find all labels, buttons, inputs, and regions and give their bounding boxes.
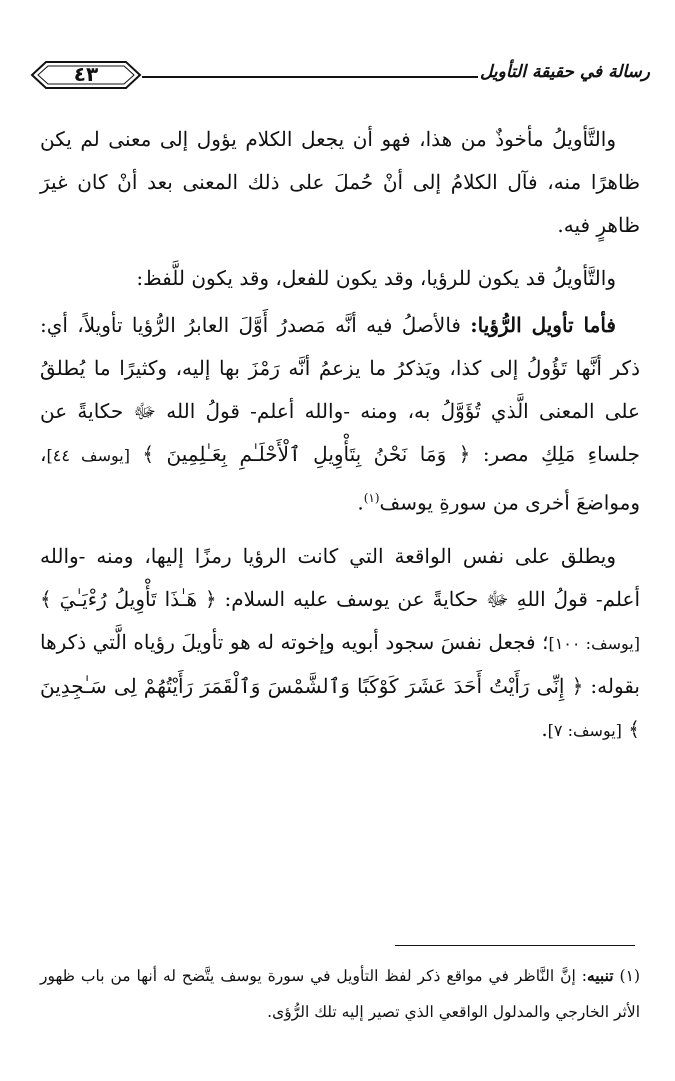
page-number-badge bbox=[30, 56, 142, 94]
paragraph-3-lead: فأما تأويل الرُّؤيا: bbox=[470, 313, 616, 337]
verse-reference-1: [يوسف ٤٤] bbox=[46, 446, 130, 465]
footnotes bbox=[40, 958, 640, 1030]
footnote-1 bbox=[40, 958, 640, 1030]
footnote-text: : إنَّ النَّاظر في مواقع ذكر لفظ التأويل في سورة يوسف يتَّضح له أنها من باب ظهور الأثر الخارجي والمدلول الواقعي الذي تصير إليه تلك الرُّؤى. bbox=[40, 967, 640, 1021]
footnote-separator bbox=[395, 945, 635, 946]
paragraph-3: فأما تأويل الرُّؤيا: فالأصلُ فيه أنَّه مَصدرُ أَوَّلَ العابرُ الرُّؤيا تأويلاً، أي: ذكر أنَّها تَؤُولُ إلى كذا، ويَذكرُ ما يزعمُ أنَّه رَمْزَ بها إليه، وكثيرًا ما يُطلقُ على المعنى الَّذي تُؤَوَّلُ به، ومنه -والله أعلم- قولُ الله ﷻ حكايةً عن جلساءِ مَلِكِ مصر: ﴿ وَمَا نَحْنُ بِتَأْوِيلِ ٱلْأَحْلَـٰمِ بِعَـٰلِمِينَ ﴾ [يوسف ٤٤]، ومواضعَ أخرى من سورةِ يوسف$^{(١)}$. bbox=[40, 313, 640, 515]
paragraph-4-mid: ؛ فجعل نفسَ سجود أبويه وإخوته له هو تأويلَ رؤياه الَّتي ذكرها بقوله: bbox=[40, 629, 640, 698]
header-rule bbox=[142, 76, 478, 78]
paragraph-1: والتَّأويلُ مأخوذٌ من هذا، فهو أن يجعل الكلام يؤول إلى معنى لم يكن ظاهرًا منه، فآل الكلامُ إلى أنْ حُملَ على ذلك المعنى بعد أنْ كان غيرَ ظاهرٍ فيه. bbox=[40, 127, 640, 237]
page-number: ٤٣ bbox=[73, 62, 99, 86]
running-title: رسالة في حقيقة التأويل bbox=[480, 62, 650, 82]
verse-reference-2: [يوسف: ١٠٠] bbox=[548, 633, 641, 653]
quran-verse-3: ﴿ إِنِّى رَأَيْتُ أَحَدَ عَشَرَ كَوْكَبًا وَٱلشَّمْسَ وَٱلْقَمَرَ رَأَيْتُهُمْ لِى سَـٰجِدِينَ ﴾ bbox=[40, 673, 640, 741]
quran-verse-2: ﴿ هَـٰذَا تَأْوِيلُ رُءْيَـٰيَ ﴾ bbox=[40, 586, 217, 611]
paragraph-4-text: ويطلق على نفس الواقعة التي كانت الرؤيا رمزًا إليها، ومنه -والله أعلم- قولُ اللهِ ﷻ حكايةً عن يوسف عليه السلام: bbox=[40, 543, 640, 611]
paragraph-4: ويطلق على نفس الواقعة التي كانت الرؤيا رمزًا إليها، ومنه -والله أعلم- قولُ اللهِ ﷻ حكايةً عن يوسف عليه السلام: ﴿ هَـٰذَا تَأْوِيلُ رُءْيَـٰيَ ﴾ [يوسف: ١٠٠]؛ فجعل نفسَ سجود أبويه وإخوته له هو تأويلَ رؤياه الَّتي ذكرها بقوله: ﴿ إِنِّى رَأَيْتُ أَحَدَ عَشَرَ كَوْكَبًا وَٱلشَّمْسَ وَٱلْقَمَرَ رَأَيْتُهُمْ لِى سَـٰجِدِينَ ﴾ [يوسف: ٧]. bbox=[40, 543, 641, 741]
verse-reference-3: [يوسف: ٧] bbox=[547, 720, 622, 740]
footnote-number: (١) bbox=[619, 967, 640, 985]
paragraph-2: والتَّأويلُ قد يكون للرؤيا، وقد يكون للفعل، وقد يكون للَّفظ: bbox=[136, 266, 616, 290]
paragraph-3-text: فالأصلُ فيه أنَّه مَصدرُ أَوَّلَ العابرُ الرُّؤيا تأويلاً، أي: ذكر أنَّها تَؤُولُ إلى كذا، ويَذكرُ ما يزعمُ أنَّه رَمْزَ بها إليه، وكثيرًا ما يُطلقُ على المعنى الَّذي تُؤَوَّلُ به، ومنه -والله أعلم- قولُ الله ﷻ حكايةً عن جلساءِ مَلِكِ مصر: bbox=[40, 313, 640, 466]
paragraph-3-tail: ، ومواضعَ أخرى من سورةِ يوسف bbox=[40, 442, 640, 515]
footnote-lead: تنبيه bbox=[586, 966, 614, 985]
running-header bbox=[30, 50, 650, 100]
footnote-marker: (١) bbox=[363, 491, 380, 505]
quran-verse-1: ﴿ وَمَا نَحْنُ بِتَأْوِيلِ ٱلْأَحْلَـٰمِ بِعَـٰلِمِينَ ﴾ bbox=[142, 442, 471, 466]
main-text bbox=[40, 118, 640, 762]
